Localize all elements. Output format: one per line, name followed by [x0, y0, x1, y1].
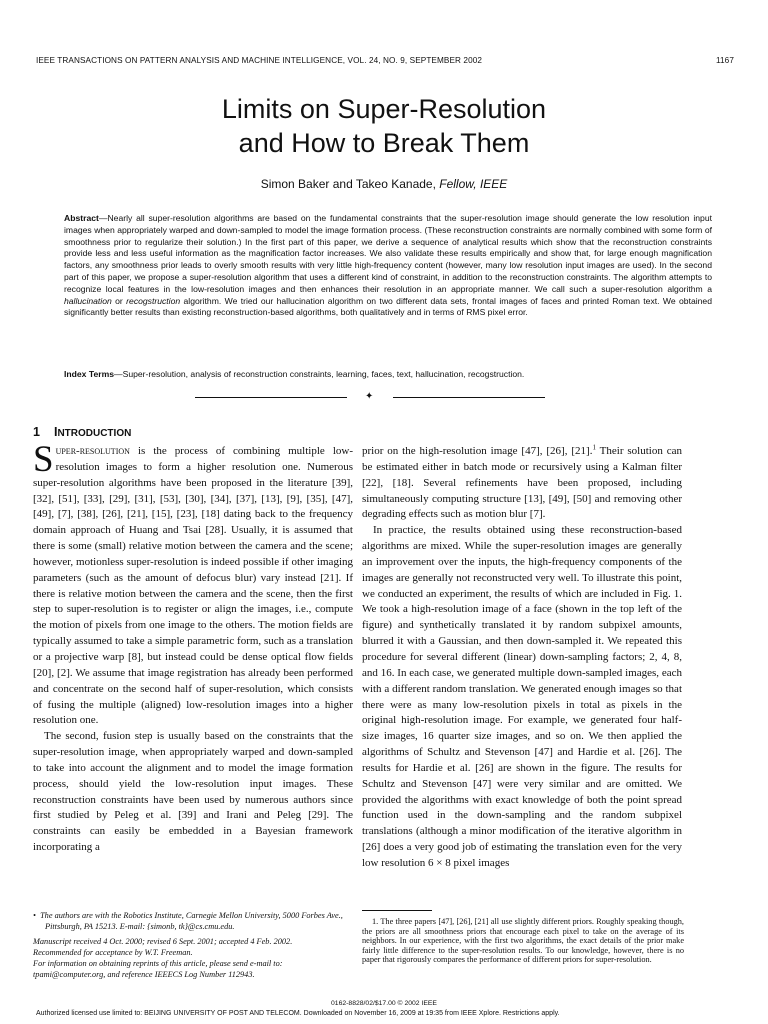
title-line-1: Limits on Super-Resolution — [221, 94, 547, 124]
section-title-initial: I — [53, 425, 58, 439]
paragraph-text: prior on the high-resolution image [47], [26], [21]. — [362, 445, 593, 457]
affiliation-text: The authors are with the Robotics Institute, Carnegie Mellon University, 5000 Forbes Ave., Pittsburgh, PA 15213. E-mail: {simonb, tk}@cs.cmu.edu. — [40, 911, 343, 931]
author-line — [0, 177, 768, 191]
abstract-label: Abstract — [64, 213, 99, 223]
paragraph — [362, 444, 682, 523]
footnote-affiliation — [33, 910, 355, 932]
abstract-text-1: —Nearly all super-resolution algorithms are based on the fundamental constraints that the super-resolution image should generate the low resolution input images when appropriately warped and down-sampled to model the image formation process. (These reconstruction constraints are normally combined with some form of smoothness prior to regularize their solution.) In the first part of this paper, we derive a sequence of analytical results which show that the reconstruction constraints provide less and less useful information as the magnification factor increases. We also validate these results empirically and show that, for large enough magnification factors, any smoothness prior leads to overly smooth results with very little high-frequency content (however, many low resolution input images are used). In the second part of this paper, we propose a super-resolution algorithm that uses a different kind of constraint, in addition to the reconstruction constraints. The algorithm attempts to recognize local features in the low-resolution images and then enhances their resolution in an appropriate manner. We call such a super-resolution algorithm a — [64, 213, 712, 294]
paragraph-text: Their solution can be estimated either in batch mode or recursively using a Kalman filter [22], [18]. Several refinements have been proposed, including simultaneously computing structure [13], [49], [50] and removing other degrading effects such as motion blur [7]. — [362, 445, 682, 521]
running-header — [36, 56, 734, 68]
right-column — [362, 444, 682, 872]
section-number: 1 — [33, 425, 40, 439]
lead-smallcaps: uper-resolution — [55, 445, 130, 457]
divider-line-right — [393, 397, 545, 398]
footnote-reprints: For information on obtaining reprints of this article, please send e-mail to: tpami@computer.org, and reference IEEECS Log Number 112943. — [33, 959, 283, 979]
footnote-recommended: Recommended for acceptance by W.T. Freeman. — [33, 948, 193, 957]
abstract-text-2: algorithm. We tried our hallucination algorithm on two different data sets, frontal images of faces and printed Roman text. We obtained significantly better results than existing reconstruction-based algorithms, both qualitatively and in terms of RMS pixel error. — [64, 295, 712, 318]
footnote-text: 1. The three papers [47], [26], [21] all use slightly different priors. Roughly speaking though, the priors are all smoothness priors that encourage each pixel to take on the average of its neighbors. In our experience, with the first two algorithms, the exact details of the prior make fairly little difference to the super-resolution results. To our knowledge, however, there is no paper that rigorously compares the performance of different priors for super-resolution. — [362, 917, 684, 964]
drop-cap: S — [33, 439, 54, 480]
author-names: Simon Baker and Takeo Kanade, — [260, 177, 436, 191]
paragraph — [33, 439, 353, 729]
section-divider — [195, 390, 545, 404]
index-terms-text: —Super-resolution, analysis of reconstruction constraints, learning, faces, text, hallucination, recogstruction. — [114, 369, 525, 379]
copyright-line: 0162-8828/02/$17.00 © 2002 IEEE — [331, 1000, 437, 1007]
abstract-em-hallucination: hallucination — [64, 295, 112, 306]
author-footnote — [33, 910, 355, 980]
paragraph-text: is the process of combining multiple low-resolution images to form a higher resolution one. Numerous super-resolution algorithms have been proposed in the literature [39], [32], [51], [33], [29], [31], [53], [30], [34], [37], [13], [9], [35], [47], [49], [7], [38], [26], [21], [15], [23], [18] dating back to the frequency domain approach of Huang and Tsai [28]. Usually, it is assumed that there is some (small) relative motion between the camera and the scene; however, motionless super-resolution is indeed possible if other imaging parameters (such as the amount of defocus blur) vary instead [21]. If there is relative motion between the camera and the scene, then the first step to super-resolution is to register or align the images, i.e., compute the motion of pixels from one image to the others. The motion fields are typically assumed to take a simple parametric form, such as a translation or a projective warp [8], but instead could be dense optical flow fields [20], [2]. We assume that image registration has already been performed and concentrate on the second half of super-resolution, which consists of fusing the multiple (aligned) low-resolution images into a higher resolution one. — [33, 445, 353, 727]
license-notice: Authorized licensed use limited to: BEIJING UNIVERSITY OF POST AND TELECOM. Downloaded on November 16, 2009 at 19:35 from IEEE Xplore. Restrictions apply. — [36, 1010, 560, 1017]
author-membership: Fellow, IEEE — [439, 177, 508, 191]
bullet-icon: • — [33, 911, 36, 920]
page-number: 1167 — [715, 56, 734, 65]
section-heading — [33, 425, 131, 439]
footnote-marker[interactable]: 1 — [592, 443, 596, 452]
footnote-rule — [362, 910, 432, 911]
journal-name: IEEE TRANSACTIONS ON PATTERN ANALYSIS AND MACHINE INTELLIGENCE, VOL. 24, NO. 9, SEPTEMBER 2002 — [36, 56, 483, 65]
footnote-1 — [362, 910, 684, 965]
title-line-2: and How to Break Them — [238, 128, 530, 158]
index-terms-label: Index Terms — [64, 369, 114, 379]
abstract-or: or — [111, 295, 127, 306]
paragraph: The second, fusion step is usually based on the constraints that the super-resolution image, when appropriately warped and down-sampled to take into account the alignment and to model the image formation process, should yield the low-resolution input images. These reconstruction constraints have been used by numerous authors since first studied by Peleg et al. [39] and Irani and Peleg [29]. The constraints can easily be embedded in a Bayesian framework incorporating a — [33, 730, 353, 854]
footnote-received: Manuscript received 4 Oct. 2000; revised 6 Sept. 2001; accepted 4 Feb. 2002. — [33, 937, 293, 946]
divider-line-left — [195, 397, 347, 398]
index-terms — [64, 369, 712, 381]
abstract — [64, 213, 712, 319]
section-title-rest: NTRODUCTION — [57, 428, 132, 439]
left-column — [33, 439, 353, 856]
paper-title — [0, 92, 768, 160]
abstract-em-recogstruction: recogstruction — [126, 295, 181, 306]
divider-ornament-icon: ✦ — [365, 391, 374, 402]
paragraph: In practice, the results obtained using these reconstruction-based algorithms are mixed. While the super-resolution images are generally an improvement over the inputs, the high-frequency components of the images are generally not reconstructed very well. To illustrate this point, we conducted an experiment, the results of which are included in Fig. 1. We took a high-resolution image of a face (shown in the top left of the figure) and synthetically translated it by random subpixel amounts, blurred it with a Gaussian, and then down-sampled it. We repeated this procedure for several different (linear) down-sampling factors; 2, 4, 8, and 16. In each case, we generated multiple down-sampled images, each with a different random translation. We generated enough images so that there were as many low-resolution pixels in total as pixels in the original high-resolution image. For example, we generated four half-size images, 16 quarter size images, and so on. We then applied the algorithms of Schultz and Stevenson [47] and Hardie et al. [26]. The results for Hardie et al. [26] are shown in the figure. The results for Schultz and Stevenson [47] were very similar and are omitted. We provided the algorithms with exact knowledge of both the point spread function used in the down-sampling and the random subpixel translations (although a minor modification of the iterative algorithm in [26] does a very good job of estimating the translation even for the very low resolution 6 × 8 pixel images — [362, 524, 682, 869]
